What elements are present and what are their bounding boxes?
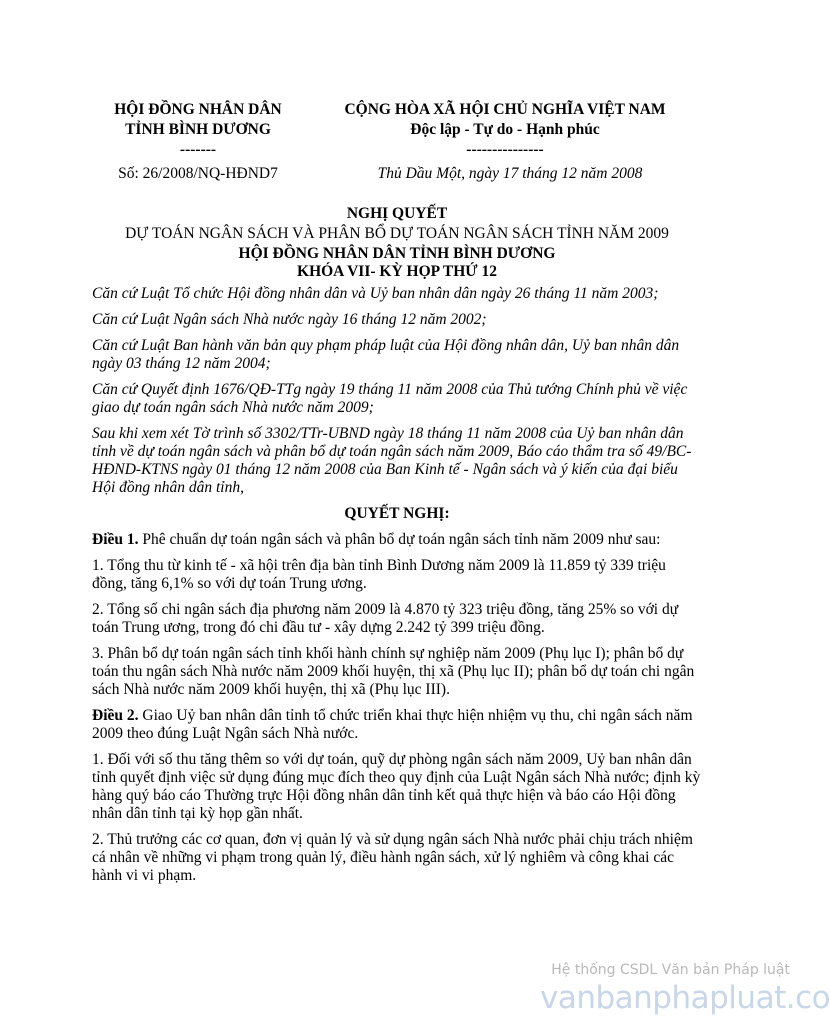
document-number: Số: 26/2008/NQ-HĐND7: [118, 165, 278, 182]
document-body: [92, 205, 702, 893]
place-and-date: Thủ Dầu Một, ngày 17 tháng 12 năm 2008: [377, 165, 643, 182]
issuing-authority: [92, 100, 304, 160]
document-subject: DỰ TOÁN NGÂN SÁCH VÀ PHÂN BỔ DỰ TOÁN NGÂN SÁCH TỈNH NĂM 2009: [125, 225, 669, 242]
national-motto: [305, 100, 705, 160]
article-1-item: 1. Tổng thu từ kinh tế - xã hội trên địa bàn tỉnh Bình Dương năm 2009 là 11.859 tỷ 339 triệu đồng, tăng 6,1% so với dự toán Trung ương.: [92, 557, 666, 592]
article-1-text: Phê chuẩn dự toán ngân sách và phân bổ dự toán ngân sách tỉnh năm 2009 như sau:: [138, 531, 661, 548]
article-1-item: 2. Tổng số chi ngân sách địa phương năm 2009 là 4.870 tỷ 323 triệu đồng, tăng 25% so với dự toán Trung ương, trong đó chi đầu tư - xây dựng 2.242 tỷ 399 triệu đồng.: [92, 601, 679, 636]
watermark-domain: vanbanphapluat.co: [540, 980, 830, 1016]
article-2-text: Giao Uỷ ban nhân dân tỉnh tổ chức triển khai thực hiện nhiệm vụ thu, chi ngân sách năm 2009 theo đúng Luật Ngân sách Nhà nước.: [92, 707, 693, 742]
preamble-item: Sau khi xem xét Tờ trình số 3302/TTr-UBND ngày 18 tháng 11 năm 2008 của Uỷ ban nhân dân tỉnh về dự toán ngân sách và phân bổ dự toán ngân sách năm 2009, Báo cáo thẩm tra số 49/BC-HĐND-KTNS ngày 01 tháng 12 năm 2008 của Ban Kinh tế - Ngân sách và ý kiến của đại biểu Hội đồng nhân dân tỉnh,: [92, 425, 692, 496]
article-2-label: Điều 2.: [92, 707, 139, 724]
site-watermark: [540, 962, 830, 1016]
article-2-item: 2. Thủ trưởng các cơ quan, đơn vị quản lý và sử dụng ngân sách Nhà nước phải chịu trách nhiệm cá nhân về những vi phạm trong quản lý, điều hành ngân sách, xử lý nghiêm và công khai các hành vi vi phạm.: [92, 831, 693, 884]
motto-underline: ---------------: [466, 141, 544, 158]
preamble-item: Căn cứ Luật Ngân sách Nhà nước ngày 16 tháng 12 năm 2002;: [92, 311, 487, 328]
article-1-label: Điều 1.: [92, 531, 139, 548]
preamble-item: Căn cứ Quyết định 1676/QĐ-TTg ngày 19 tháng 11 năm 2008 của Thủ tướng Chính phủ về việc giao dự toán ngân sách Nhà nước năm 2009;: [92, 381, 688, 416]
article-2-item: 1. Đối với số thu tăng thêm so với dự toán, quỹ dự phòng ngân sách năm 2009, Uỷ ban nhân dân tỉnh quyết định việc sử dụng đúng mục đích theo quy định của Luật Ngân sách Nhà nước; định kỳ hàng quý báo cáo Thường trực Hội đồng nhân dân tỉnh kết quả thực hiện và báo cáo Hội đồng nhân dân tỉnh tại kỳ họp gần nhất.: [92, 751, 701, 822]
document-header: [0, 100, 800, 190]
preamble: [92, 285, 702, 497]
motto-line: Độc lập - Tự do - Hạnh phúc: [410, 121, 600, 138]
article-2: [92, 707, 702, 743]
title-block: [92, 205, 702, 281]
preamble-item: Căn cứ Luật Ban hành văn bản quy phạm pháp luật của Hội đồng nhân dân, Uỷ ban nhân dân ngày 03 tháng 12 năm 2004;: [92, 337, 680, 372]
authority-underline: -------: [179, 141, 217, 158]
session-info: KHÓA VII- KỲ HỌP THỨ 12: [297, 263, 497, 280]
issuing-body: HỘI ĐỒNG NHÂN DÂN TỈNH BÌNH DƯƠNG: [238, 245, 556, 262]
watermark-caption: Hệ thống CSDL Văn bản Pháp luật: [551, 962, 790, 978]
article-1-item: 3. Phân bổ dự toán ngân sách tỉnh khối hành chính sự nghiệp năm 2009 (Phụ lục I); phân bổ dự toán thu ngân sách Nhà nước năm 2009 khối huyện, thị xã (Phụ lục II); phân bổ dự toán chi ngân sách Nhà nước năm 2009 khối huyện, thị xã (Phụ lục III).: [92, 645, 695, 698]
authority-line-1: HỘI ĐỒNG NHÂN DÂN: [114, 101, 282, 118]
document-type: NGHỊ QUYẾT: [346, 205, 448, 222]
preamble-item: Căn cứ Luật Tổ chức Hội đồng nhân dân và Uỷ ban nhân dân ngày 26 tháng 11 năm 2003;: [92, 285, 659, 302]
authority-line-2: TỈNH BÌNH DƯƠNG: [125, 121, 271, 138]
decision-heading: QUYẾT NGHỊ:: [344, 505, 450, 522]
country-name: CỘNG HÒA XÃ HỘI CHỦ NGHĨA VIỆT NAM: [344, 101, 666, 118]
article-1: [92, 531, 702, 549]
